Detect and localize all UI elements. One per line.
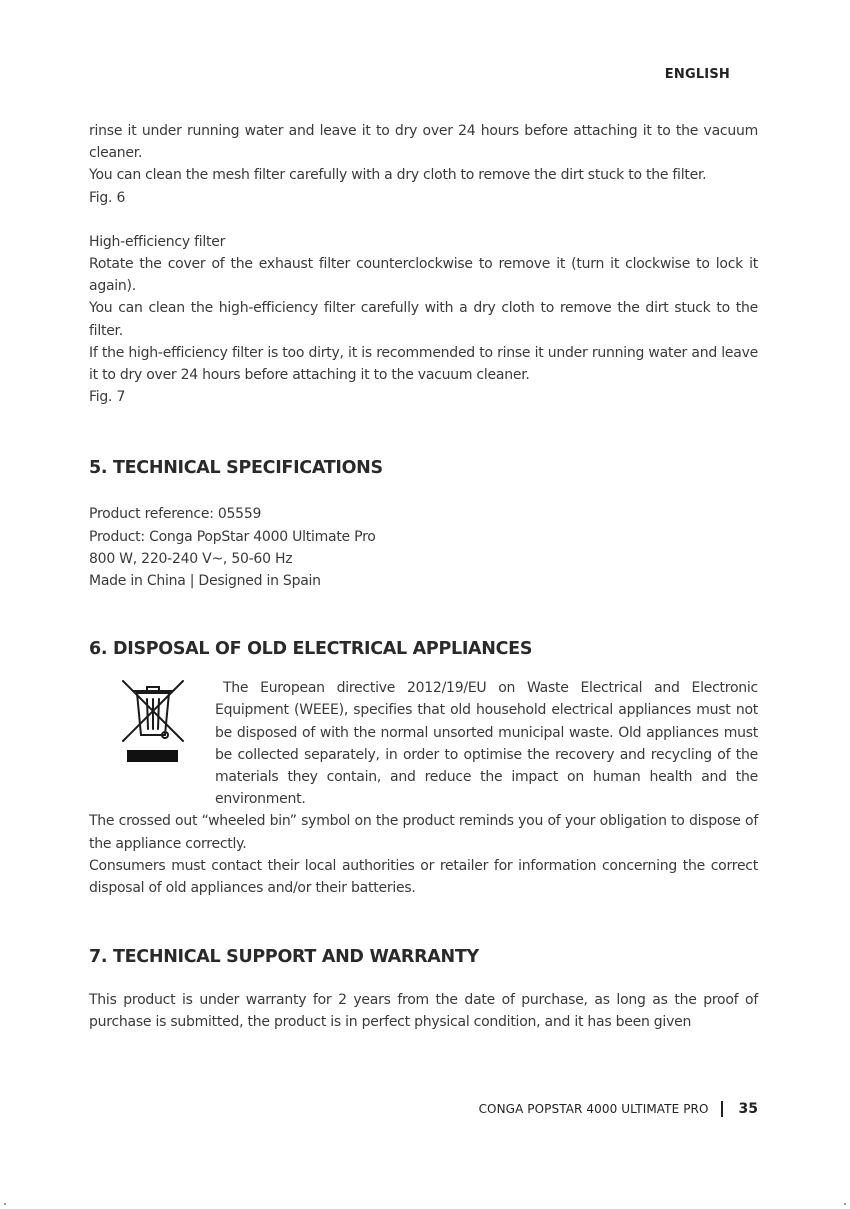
paragraph: You can clean the mesh filter carefully with a dry cloth to remove the dirt stuck to the filter. [89, 167, 707, 184]
section-heading-disposal: 6. DISPOSAL OF OLD ELECTRICAL APPLIANCES [89, 639, 533, 660]
page-footer [479, 1101, 758, 1117]
page-number: 35 [738, 1101, 758, 1117]
spec-power: 800 W, 220-240 V~, 50-60 Hz [89, 550, 293, 567]
crossed-out-wheeled-bin-icon [89, 679, 213, 789]
weee-block [89, 677, 758, 810]
figure-reference: Fig. 7 [89, 389, 126, 406]
page-body [89, 120, 758, 1034]
spec-product: Product: Conga PopStar 4000 Ultimate Pro [89, 528, 376, 545]
subsection-title: High-efficiency filter [89, 233, 226, 250]
spec-reference: Product reference: 05559 [89, 506, 262, 523]
spec-origin: Made in China | Designed in Spain [89, 573, 321, 590]
language-label: ENGLISH [664, 67, 730, 82]
paragraph: Consumers must contact their local authorities or retailer for information concerning the correct disposal of old appliances and/or their batteries. [89, 857, 758, 897]
paragraph: Rotate the cover of the exhaust filter counterclockwise to remove it (turn it clockwise to lock it again). [89, 256, 758, 295]
paragraph: If the high-efficiency filter is too dirty, it is recommended to rinse it under running water and leave it to dry over 24 hours before attaching it to the vacuum cleaner. [89, 344, 758, 384]
crop-mark [4, 1203, 6, 1205]
paragraph: You can clean the high-efficiency filter carefully with a dry cloth to remove the dirt stuck to the filter. [89, 300, 758, 339]
footer-separator [721, 1101, 723, 1117]
paragraph: The crossed out “wheeled bin” symbol on the product reminds you of your obligation to dispose of the appliance correctly. [89, 813, 758, 852]
footer-product-title: CONGA POPSTAR 4000 ULTIMATE PRO [478, 1102, 709, 1116]
paragraph: rinse it under running water and leave it to dry over 24 hours before attaching it to the vacuum cleaner. [89, 123, 758, 162]
section-heading-support: 7. TECHNICAL SUPPORT AND WARRANTY [89, 947, 479, 968]
figure-reference: Fig. 6 [89, 189, 126, 206]
crop-mark [844, 1203, 846, 1205]
section-heading-specifications: 5. TECHNICAL SPECIFICATIONS [89, 458, 383, 479]
paragraph: The European directive 2012/19/EU on Waste Electrical and Electronic Equipment (WEEE), specifies that old household electrical appliances must not be disposed of with the normal unsorted municipal waste. Old appliances must be collected separately, in order to optimise the recovery and recycling of the materials they contain, and reduce the impact on human health and the environment. [215, 680, 758, 808]
paragraph: This product is under warranty for 2 years from the date of purchase, as long as the proof of purchase is submitted, the product is in perfect physical condition, and it has been given [89, 992, 758, 1031]
